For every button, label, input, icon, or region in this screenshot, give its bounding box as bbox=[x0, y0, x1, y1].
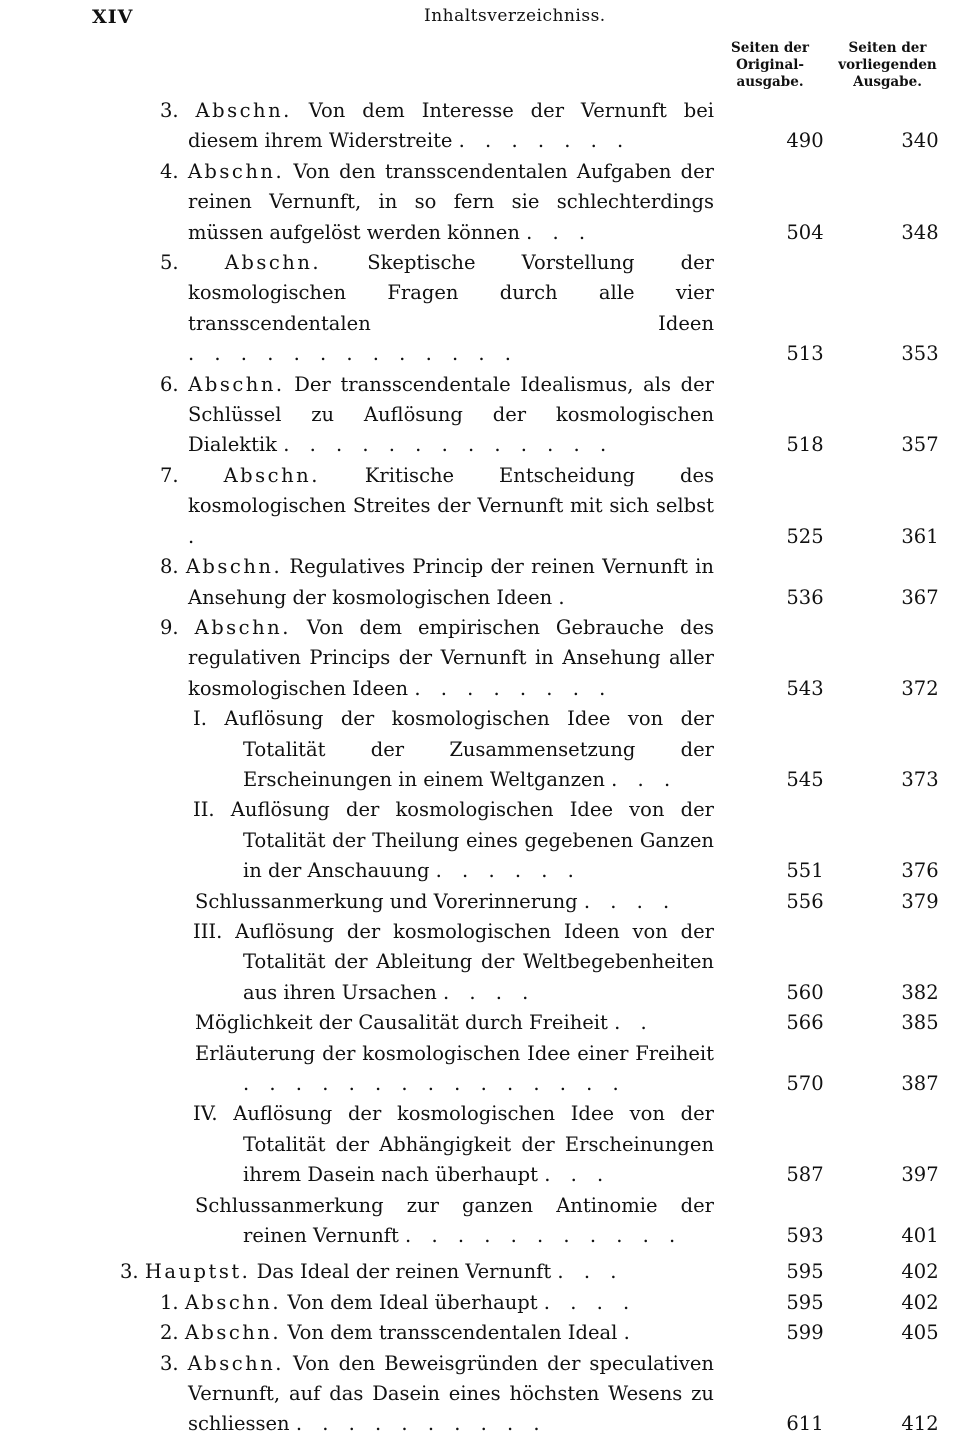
toc-entry bbox=[0, 461, 956, 552]
page-original: 543 bbox=[786, 676, 824, 700]
entry-title: Von dem Interesse der Vernunft bei diesem ihrem Widerstreite bbox=[188, 99, 714, 153]
entry-number: IV. bbox=[193, 1102, 218, 1126]
page-original: 593 bbox=[786, 1224, 824, 1248]
toc-entry bbox=[0, 1318, 956, 1348]
toc-entry bbox=[0, 1349, 956, 1440]
entry-title: Skeptische Vorstellung der kosmologischen Fragen durch alle vier transscendentalen Ideen bbox=[188, 251, 714, 335]
toc-entry bbox=[0, 248, 956, 370]
page-original: 551 bbox=[786, 859, 824, 883]
entry-label: Abschn. bbox=[223, 463, 320, 487]
page-present: 372 bbox=[901, 676, 939, 700]
toc-entry-text bbox=[160, 613, 715, 704]
entry-label: Abschn. bbox=[188, 372, 285, 396]
page-original: 536 bbox=[786, 585, 824, 609]
page-original: 599 bbox=[786, 1321, 824, 1345]
toc-entry-text bbox=[160, 96, 714, 157]
page-original: 560 bbox=[786, 980, 824, 1004]
entry-label: Abschn. bbox=[195, 99, 292, 122]
page-original: 595 bbox=[786, 1260, 824, 1284]
leader-dots: . . . . bbox=[442, 980, 536, 1004]
column-header-original bbox=[715, 40, 825, 91]
running-head: Inhaltsverzeichniss. bbox=[424, 6, 606, 26]
column-header-line: vorliegenden bbox=[838, 57, 937, 73]
entry-title: Kritische Entscheidung des kosmologischen Streites der Vernunft mit sich selbst bbox=[188, 463, 715, 518]
entry-label: Abschn. bbox=[224, 251, 322, 275]
leader-dots: . . . . . . . . . . . bbox=[405, 1224, 683, 1248]
column-header-line: ausgabe. bbox=[736, 74, 804, 90]
page-present: 387 bbox=[901, 1072, 939, 1095]
toc-entry-text bbox=[193, 795, 714, 886]
entry-title: Schlussanmerkung zur ganzen Antinomie der reinen Vernunft bbox=[195, 1193, 714, 1248]
page-present: 382 bbox=[901, 980, 939, 1004]
page-original: 545 bbox=[786, 767, 824, 791]
page-original: 504 bbox=[786, 220, 824, 244]
toc-entry bbox=[0, 613, 956, 704]
toc-entry bbox=[0, 1008, 956, 1038]
leader-dots: . . . bbox=[526, 220, 593, 244]
entry-number: 5. bbox=[160, 251, 179, 275]
toc-entry-text bbox=[160, 1349, 714, 1440]
page-present: 397 bbox=[901, 1163, 939, 1187]
page-original: 595 bbox=[786, 1290, 824, 1314]
page-present: 361 bbox=[901, 524, 939, 548]
page-present: 379 bbox=[901, 889, 939, 913]
toc-entry-text bbox=[193, 704, 714, 795]
column-header-present bbox=[825, 40, 950, 91]
page-original: 525 bbox=[786, 524, 824, 548]
leader-dots: . . . . . . . . . . . . . . . bbox=[243, 1072, 626, 1095]
leader-dots: . . . bbox=[557, 1260, 624, 1284]
toc-entry-text bbox=[193, 917, 714, 1008]
entry-title: Der transscendentale Idealismus, als der Schlüssel zu Auflösung der kosmologischen Dialektik bbox=[188, 372, 715, 457]
toc-entry-text bbox=[160, 248, 714, 370]
toc-entry bbox=[0, 1099, 956, 1190]
entry-label: Abschn. bbox=[185, 555, 283, 579]
leader-dots: . . . . bbox=[583, 889, 677, 913]
leader-dots: . . . . . . . . . . bbox=[295, 1412, 547, 1436]
page-number: XIV bbox=[92, 6, 134, 28]
page-present: 376 bbox=[901, 859, 939, 883]
entry-title: Auflösung der kosmologischen Idee von der Totalität der Abhängigkeit der Erscheinungen ihrem Dasein nach überhaupt bbox=[233, 1102, 714, 1187]
table-of-contents bbox=[0, 96, 956, 1440]
toc-entry-text bbox=[160, 552, 714, 613]
entry-title: Erläuterung der kosmologischen Idee einer Freiheit bbox=[195, 1041, 714, 1065]
leader-dots: . . . bbox=[544, 1163, 611, 1187]
leader-dots: . . . . . . . . . . . . . bbox=[188, 342, 518, 366]
toc-entry bbox=[0, 887, 956, 917]
leader-dots: . . . . . . . bbox=[458, 129, 631, 153]
entry-title: Auflösung der kosmologischen Idee von der Totalität der Theilung eines gegebenen Ganzen in der Anschauung bbox=[230, 798, 714, 883]
entry-number: 8. bbox=[160, 555, 179, 579]
toc-entry-text bbox=[160, 370, 715, 461]
entry-title: Von dem empirischen Gebrauche des regulativen Princips der Vernunft in Ansehung aller kosmologischen Ideen bbox=[188, 615, 715, 700]
entry-number: 1. bbox=[160, 1290, 179, 1314]
leader-dots: . . . . . . bbox=[435, 859, 581, 883]
page-original: 611 bbox=[786, 1412, 824, 1436]
page-original: 556 bbox=[786, 889, 824, 913]
entry-number: 6. bbox=[160, 372, 179, 396]
leader-dots: . bbox=[558, 585, 572, 609]
page-present: 405 bbox=[901, 1321, 939, 1345]
leader-dots: . bbox=[188, 524, 202, 548]
toc-entry bbox=[0, 1288, 956, 1318]
page-present: 348 bbox=[901, 220, 939, 244]
page-original: 490 bbox=[786, 129, 824, 153]
entry-title: Regulatives Princip der reinen Vernunft in Ansehung der kosmologischen Ideen bbox=[188, 555, 714, 609]
entry-number: III. bbox=[193, 919, 223, 943]
toc-entry bbox=[0, 1191, 956, 1252]
toc-entry-text bbox=[160, 157, 715, 248]
page-original: 570 bbox=[786, 1072, 824, 1095]
entry-title: Von dem transscendentalen Ideal bbox=[287, 1321, 618, 1345]
page-present: 412 bbox=[901, 1412, 939, 1436]
entry-title: Von den Beweisgründen der speculativen Vernunft, auf das Dasein eines höchsten Wesens zu schliessen bbox=[188, 1351, 714, 1436]
toc-entry-text bbox=[195, 1039, 714, 1100]
page-present: 357 bbox=[901, 433, 939, 457]
leader-dots: . . . . bbox=[543, 1290, 637, 1314]
column-header-line: Original- bbox=[736, 57, 804, 73]
leader-dots: . . bbox=[614, 1011, 654, 1035]
entry-number: 9. bbox=[160, 615, 179, 639]
entry-title: Auflösung der kosmologischen Ideen von der Totalität der Ableitung der Weltbegebenheiten aus ihren Ursachen bbox=[235, 919, 714, 1004]
toc-entry-text bbox=[195, 1008, 714, 1038]
toc-entry-text bbox=[120, 1257, 714, 1287]
page-present: 340 bbox=[901, 129, 939, 153]
entry-number: 3. bbox=[160, 1351, 179, 1375]
page-present: 353 bbox=[901, 342, 939, 366]
toc-entry-text bbox=[160, 461, 715, 552]
toc-entry bbox=[0, 795, 956, 886]
toc-entry-text bbox=[195, 887, 714, 917]
entry-number: 3. bbox=[160, 99, 179, 122]
entry-number: I. bbox=[193, 707, 207, 731]
entry-number: 3. bbox=[120, 1260, 139, 1284]
page-present: 373 bbox=[901, 767, 939, 791]
toc-entry bbox=[0, 157, 956, 248]
toc-entry bbox=[0, 1257, 956, 1287]
leader-dots: . bbox=[623, 1321, 637, 1345]
leader-dots: . . . . . . . . bbox=[414, 676, 613, 700]
toc-entry-text bbox=[193, 1099, 714, 1190]
page-present: 385 bbox=[901, 1011, 939, 1035]
toc-entry bbox=[0, 917, 956, 1008]
entry-title: Möglichkeit der Causalität durch Freiheit bbox=[195, 1011, 608, 1035]
entry-label: Hauptst. bbox=[144, 1260, 251, 1284]
column-header-line: Seiten der bbox=[731, 40, 809, 56]
entry-label: Abschn. bbox=[187, 1351, 284, 1375]
entry-title: Von dem Ideal überhaupt bbox=[287, 1290, 538, 1314]
entry-number: 4. bbox=[160, 159, 179, 183]
entry-number: 7. bbox=[160, 463, 179, 487]
entry-number: 2. bbox=[160, 1321, 179, 1345]
entry-label: Abschn. bbox=[194, 615, 291, 639]
column-header-line: Ausgabe. bbox=[853, 74, 922, 90]
page-original: 566 bbox=[786, 1011, 824, 1035]
toc-entry bbox=[0, 370, 956, 461]
entry-label: Abschn. bbox=[184, 1290, 282, 1314]
toc-entry-text bbox=[160, 1318, 714, 1348]
entry-title: Auflösung der kosmologischen Idee von der Totalität der Zusammensetzung der Erscheinungen in einem Weltganzen bbox=[224, 707, 714, 791]
page-present: 401 bbox=[901, 1224, 939, 1248]
column-header-line: Seiten der bbox=[848, 40, 927, 56]
toc-entry bbox=[0, 552, 956, 613]
entry-title: Von den transscendentalen Aufgaben der reinen Vernunft, in so fern sie schlechterdings müssen aufgelöst werden können bbox=[188, 159, 715, 244]
page-present: 402 bbox=[901, 1290, 939, 1314]
toc-entry bbox=[0, 96, 956, 157]
entry-title: Schlussanmerkung und Vorerinnerung bbox=[195, 889, 578, 913]
page-present: 402 bbox=[901, 1260, 939, 1284]
toc-entry-text bbox=[160, 1288, 714, 1318]
toc-entry bbox=[0, 1039, 956, 1100]
page-original: 518 bbox=[786, 433, 824, 457]
page-original: 513 bbox=[786, 342, 824, 366]
leader-dots: . . . . . . . . . . . . . bbox=[283, 433, 614, 457]
entry-label: Abschn. bbox=[187, 159, 285, 183]
entry-title: Das Ideal der reinen Vernunft bbox=[256, 1260, 552, 1284]
toc-entry bbox=[0, 704, 956, 795]
entry-number: II. bbox=[193, 798, 215, 822]
page-present: 367 bbox=[901, 585, 939, 609]
page-original: 587 bbox=[786, 1163, 824, 1187]
entry-label: Abschn. bbox=[184, 1321, 282, 1345]
leader-dots: . . . bbox=[611, 767, 678, 791]
toc-entry-text bbox=[195, 1191, 714, 1252]
